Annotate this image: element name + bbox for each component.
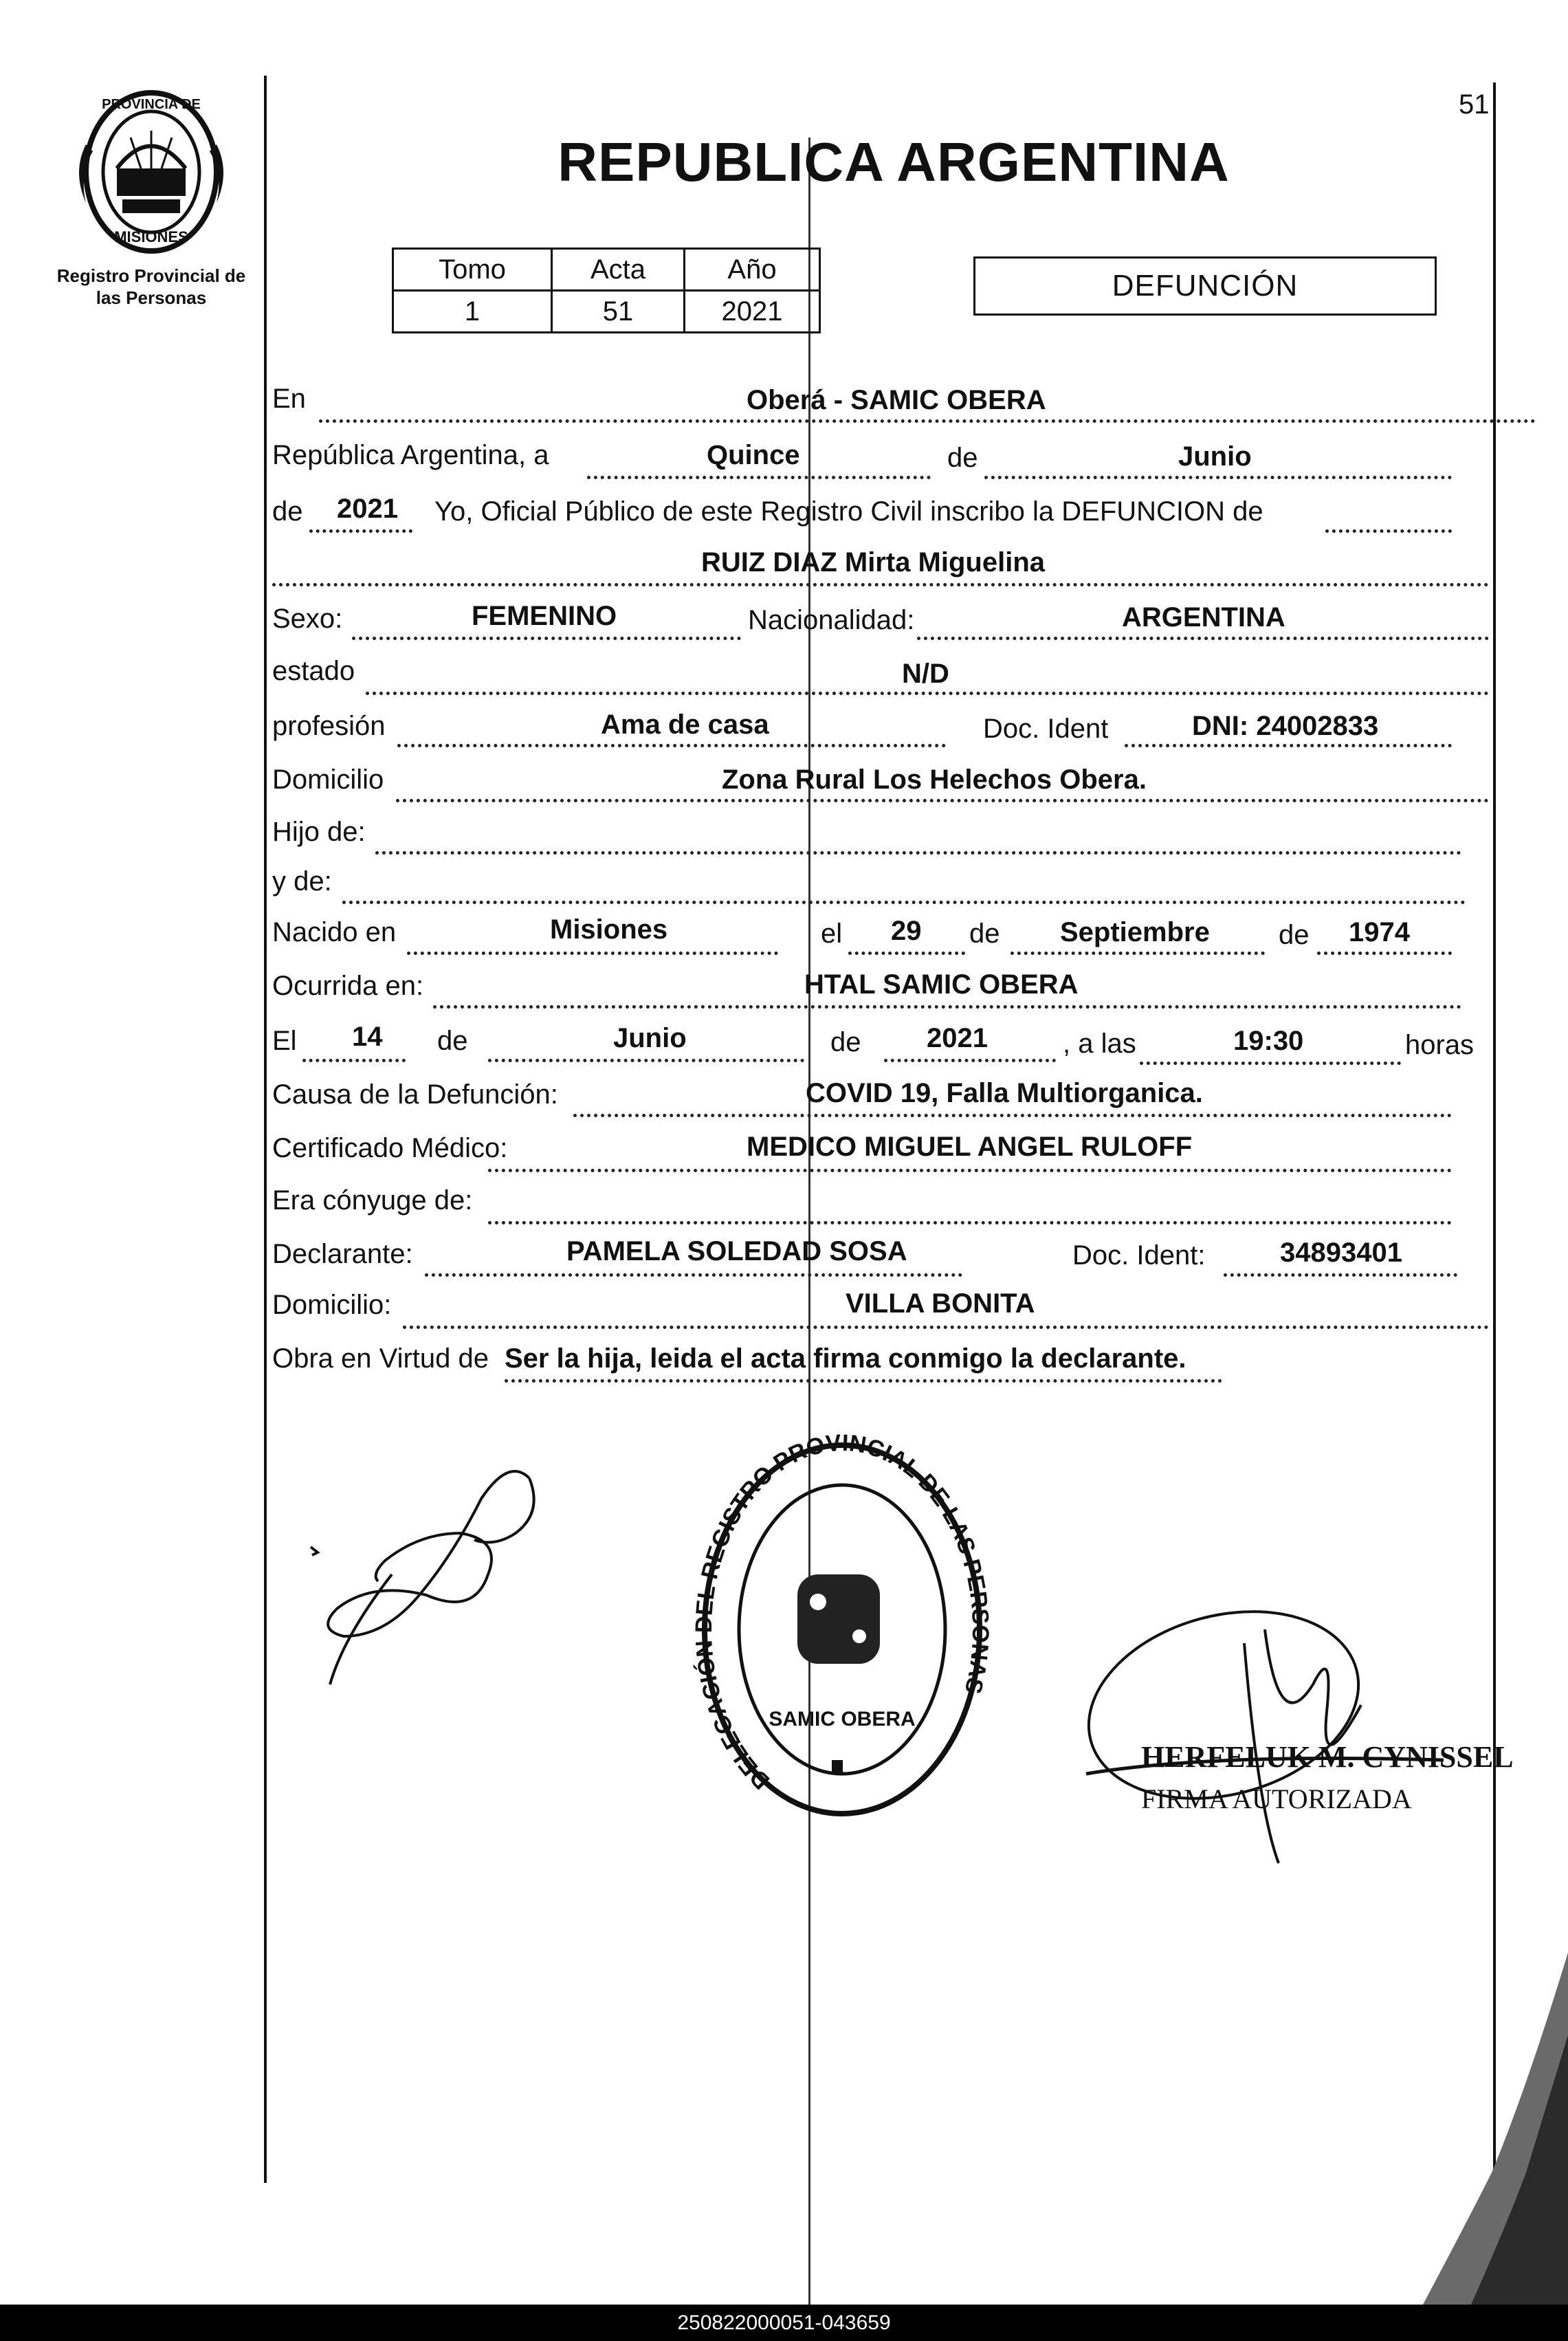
doc-ident-dotted-line [1125,744,1452,747]
certificado-label: Certificado Médico: [272,1133,508,1163]
sexo-dotted-line [352,637,741,640]
profesion-label: profesión [272,711,386,741]
de-label: de [947,443,978,473]
signature-stamp-line2: FIRMA AUTORIZADA [1141,1783,1412,1814]
registry-caption-line1: Registro Provincial de [56,265,246,286]
day-word-value: Quince [707,440,800,470]
declarante-doc-value: 34893401 [1280,1238,1402,1268]
obra-dotted-line [505,1379,1222,1383]
anio-header: Año [685,249,820,291]
ocurrida-label: Ocurrida en: [272,971,424,1001]
estado-value: N/D [902,659,949,689]
birth-month-value: Septiembre [1060,917,1210,947]
page-title: REPUBLICA ARGENTINA [557,131,1230,193]
birth-month-dotted-line [1011,952,1265,955]
official-signature [1072,1602,1514,1877]
book-table-value-row [393,291,820,333]
y-de-label: y de: [272,866,332,897]
causa-label: Causa de la Defunción: [272,1079,558,1110]
emblem-bottom-text: MISIONES [114,228,188,245]
declarante-label: Declarante: [272,1239,413,1269]
year-prefix-label: de [272,496,303,527]
tomo-value: 1 [393,291,552,333]
domicilio-dotted-line [396,799,1489,802]
death-year-value: 2021 [927,1023,988,1053]
conyuge-dotted-line [488,1221,1452,1224]
birth-year-dotted-line [1317,952,1452,955]
domicilio-label: Domicilio [272,765,384,795]
death-year-dotted-line [884,1059,1056,1062]
torn-page-corner [1389,1953,1568,2305]
acta-header: Acta [552,249,685,291]
year-value: 2021 [337,494,398,524]
death-month-value: Junio [613,1023,687,1053]
registry-oval-stamp [690,1429,994,1822]
obra-value: Ser la hija, leida el acta firma conmigo la declarante. [505,1343,1186,1374]
en-dotted-line [319,419,1536,423]
declarante-value: PAMELA SOLEDAD SOSA [566,1236,907,1266]
nacionalidad-dotted-line [917,637,1489,640]
month-word-value: Junio [1178,441,1252,472]
nacionalidad-label: Nacionalidad: [748,605,915,635]
emblem-top-text: PROVINCIA DE [102,97,201,112]
misiones-emblem-icon [69,83,234,261]
death-time-dotted-line [1140,1062,1401,1065]
year-dotted-line [309,529,412,533]
certificado-dotted-line [488,1169,1452,1172]
sexo-label: Sexo: [272,604,343,634]
book-table-header-row [393,249,820,291]
declarante-doc-label: Doc. Ident: [1072,1240,1206,1271]
republica-label: República Argentina, a [272,440,549,470]
death-el-label: El [272,1026,297,1056]
death-month-dotted-line [488,1059,804,1062]
signature-stamp-line1: HERFELUK M. CYNISSEL [1141,1740,1514,1774]
profesion-dotted-line [397,744,946,747]
page-number: 51 [1459,89,1490,120]
birth-de2-label: de [1279,920,1310,950]
certificado-value: MEDICO MIGUEL ANGEL RULOFF [747,1132,1193,1162]
ocurrida-dotted-line [433,1005,1461,1009]
right-margin-line [1493,83,1496,2200]
death-day-dotted-line [302,1059,406,1062]
hijo-dotted-line [375,851,1461,855]
birth-day-dotted-line [848,952,965,955]
domicilio-value: Zona Rural Los Helechos Obera. [722,765,1147,795]
officer-dotted-line [1325,529,1452,533]
conyuge-label: Era cónyuge de: [272,1185,473,1216]
day-dotted-line [587,476,931,479]
death-day-value: 14 [352,1022,383,1052]
decl-domicilio-label: Domicilio: [272,1290,392,1320]
en-label: En [272,384,306,414]
nacido-value: Misiones [550,914,668,945]
en-value: Oberá - SAMIC OBERA [747,385,1046,415]
doc-ident-value: DNI: 24002833 [1192,711,1379,741]
nacido-dotted-line [407,952,778,955]
month-dotted-line [984,476,1452,479]
registry-caption [27,265,275,309]
decl-domicilio-dotted-line [403,1326,1489,1329]
stamp-inner-text: SAMIC OBERA [769,1708,916,1730]
registry-caption-line2: las Personas [96,287,207,308]
estado-label: estado [272,656,355,686]
death-time-value: 19:30 [1233,1026,1304,1056]
birth-year-value: 1974 [1349,917,1410,947]
estado-dotted-line [366,692,1489,695]
document-type-box: DEFUNCIÓN [973,256,1437,316]
birth-day-value: 29 [891,916,922,946]
officer-text: Yo, Oficial Público de este Registro Civil inscribo la DEFUNCION de [434,496,1263,527]
left-margin-line [264,76,267,2183]
book-reference-table [392,248,821,333]
name-dotted-line [272,583,1489,586]
stamp-ring-text: DELEGACIÓN DEL REGISTRO PROVINCIAL DE LAS PERSONAS [690,1429,994,1794]
y-de-dotted-line [342,901,1466,904]
document-code-bar: 250822000051-043659 [0,2305,1568,2341]
obra-label: Obra en Virtud de [272,1343,489,1374]
hijo-label: Hijo de: [272,817,366,847]
nacionalidad-value: ARGENTINA [1122,602,1285,633]
declarante-doc-dotted-line [1224,1273,1457,1277]
a-las-label: , a las [1063,1029,1136,1059]
declarante-signature [302,1458,550,1705]
decl-domicilio-value: VILLA BONITA [846,1288,1035,1319]
acta-value: 51 [552,291,685,333]
tomo-header: Tomo [393,249,552,291]
nacido-label: Nacido en [272,917,397,947]
sexo-value: FEMENINO [472,601,617,631]
doc-ident-label: Doc. Ident [983,714,1109,744]
death-de2-label: de [830,1027,861,1057]
anio-value: 2021 [685,291,820,333]
birth-de1-label: de [969,919,1000,949]
horas-label: horas [1405,1030,1475,1060]
causa-value: COVID 19, Falla Multiorganica. [806,1078,1203,1108]
el-label: el [821,919,843,949]
profesion-value: Ama de casa [601,710,769,740]
deceased-name-value: RUIZ DIAZ Mirta Miguelina [701,547,1045,578]
death-de1-label: de [437,1026,468,1056]
causa-dotted-line [573,1114,1452,1117]
ocurrida-value: HTAL SAMIC OBERA [804,969,1079,1000]
declarante-dotted-line [425,1273,962,1277]
